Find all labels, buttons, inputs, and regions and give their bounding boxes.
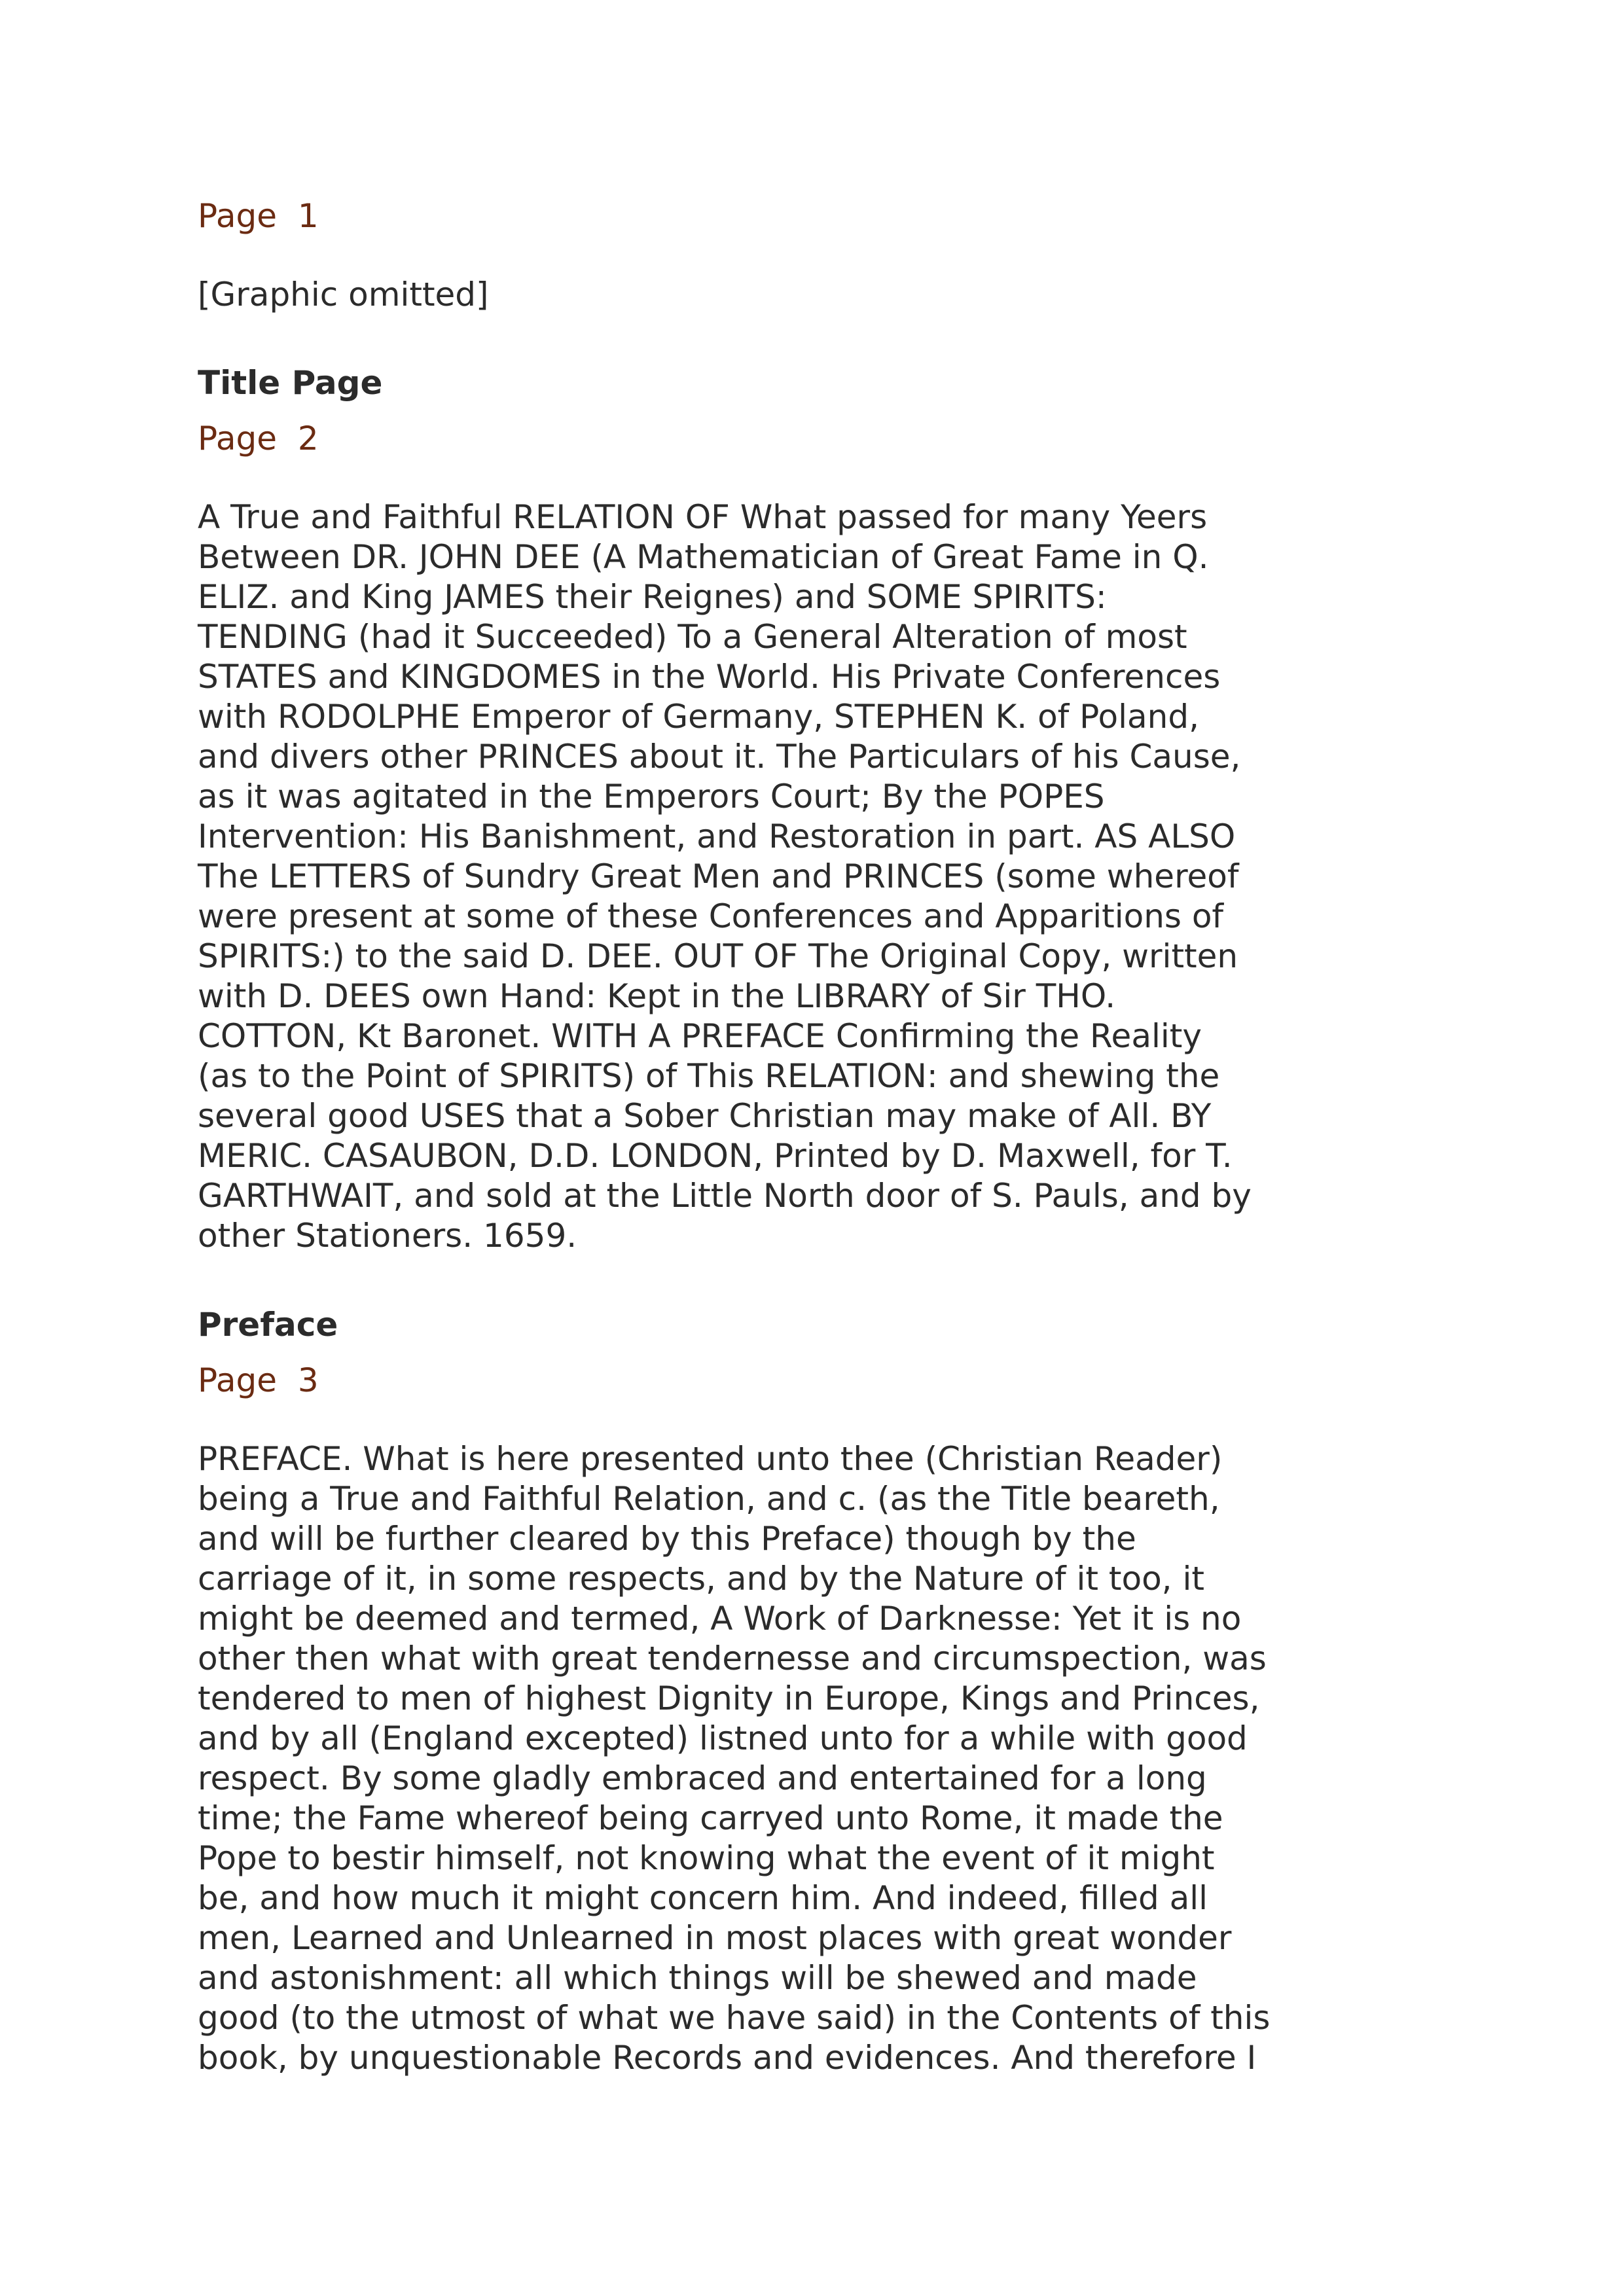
page-number-2: Page 2 [198,420,319,457]
text-line: book, by unquestionable Records and evidences. And therefore I [198,2039,1257,2077]
text-line: as it was agitated in the Emperors Court; By the POPES [198,778,1105,816]
text-line: time; the Fame whereof being carryed unto Rome, it made the [198,1799,1223,1837]
graphic-omitted-note: [Graphic omitted] [198,276,489,314]
preface-text [198,1439,1310,2078]
title-page-heading: Title Page [198,364,383,402]
text-line: several good USES that a Sober Christian may make of All. BY [198,1097,1212,1135]
text-line: good (to the utmost of what we have said) in the Contents of this [198,1999,1271,2037]
text-line: Between DR. JOHN DEE (A Mathematician of Great Fame in Q. [198,538,1209,576]
text-line: were present at some of these Conferences and Apparitions of [198,897,1224,935]
text-line: with RODOLPHE Emperor of Germany, STEPHEN K. of Poland, [198,698,1199,736]
text-line: other Stationers. 1659. [198,1217,577,1255]
text-line: and will be further cleared by this Preface) though by the [198,1520,1136,1558]
text-line: PREFACE. What is here presented unto thee (Christian Reader) [198,1440,1223,1478]
text-line: men, Learned and Unlearned in most places with great wonder [198,1919,1232,1957]
text-line: with D. DEES own Hand: Kept in the LIBRARY of Sir THO. [198,977,1116,1015]
text-line: being a True and Faithful Relation, and c. (as the Title beareth, [198,1480,1220,1518]
text-line: GARTHWAIT, and sold at the Little North door of S. Pauls, and by [198,1177,1252,1215]
text-line: A True and Faithful RELATION OF What passed for many Yeers [198,498,1208,536]
text-line: and astonishment: all which things will be shewed and made [198,1959,1197,1997]
text-line: carriage of it, in some respects, and by the Nature of it too, it [198,1560,1204,1598]
text-line: TENDING (had it Succeeded) To a General Alteration of most [198,618,1187,656]
text-line: MERIC. CASAUBON, D.D. LONDON, Printed by D. Maxwell, for T. [198,1137,1233,1175]
text-line: STATES and KINGDOMES in the World. His Private Conferences [198,658,1221,696]
page-number-3: Page 3 [198,1361,319,1399]
text-line: Pope to bestir himself, not knowing what the event of it might [198,1839,1215,1877]
text-line: tendered to men of highest Dignity in Europe, Kings and Princes, [198,1679,1260,1717]
text-line: respect. By some gladly embraced and entertained for a long [198,1759,1207,1797]
text-line: and divers other PRINCES about it. The Particulars of his Cause, [198,738,1241,776]
text-line: and by all (England excepted) listned unto for a while with good [198,1719,1248,1757]
text-line: The LETTERS of Sundry Great Men and PRINCES (some whereof [198,857,1239,895]
text-line: (as to the Point of SPIRITS) of This RELATION: and shewing the [198,1057,1220,1095]
page-number-1: Page 1 [198,197,319,235]
text-line: ELIZ. and King JAMES their Reignes) and SOME SPIRITS: [198,578,1107,616]
text-line: COTTON, Kt Baronet. WITH A PREFACE Confirming the Reality [198,1017,1202,1055]
text-line: SPIRITS:) to the said D. DEE. OUT OF The Original Copy, written [198,937,1238,975]
title-page-text [198,497,1310,1256]
preface-heading: Preface [198,1306,338,1344]
text-line: might be deemed and termed, A Work of Darknesse: Yet it is no [198,1600,1242,1638]
document-page [198,196,1310,2078]
text-line: other then what with great tendernesse and circumspection, was [198,1640,1267,1677]
text-line: be, and how much it might concern him. And indeed, filled all [198,1879,1208,1917]
text-line: Intervention: His Banishment, and Restoration in part. AS ALSO [198,817,1236,855]
